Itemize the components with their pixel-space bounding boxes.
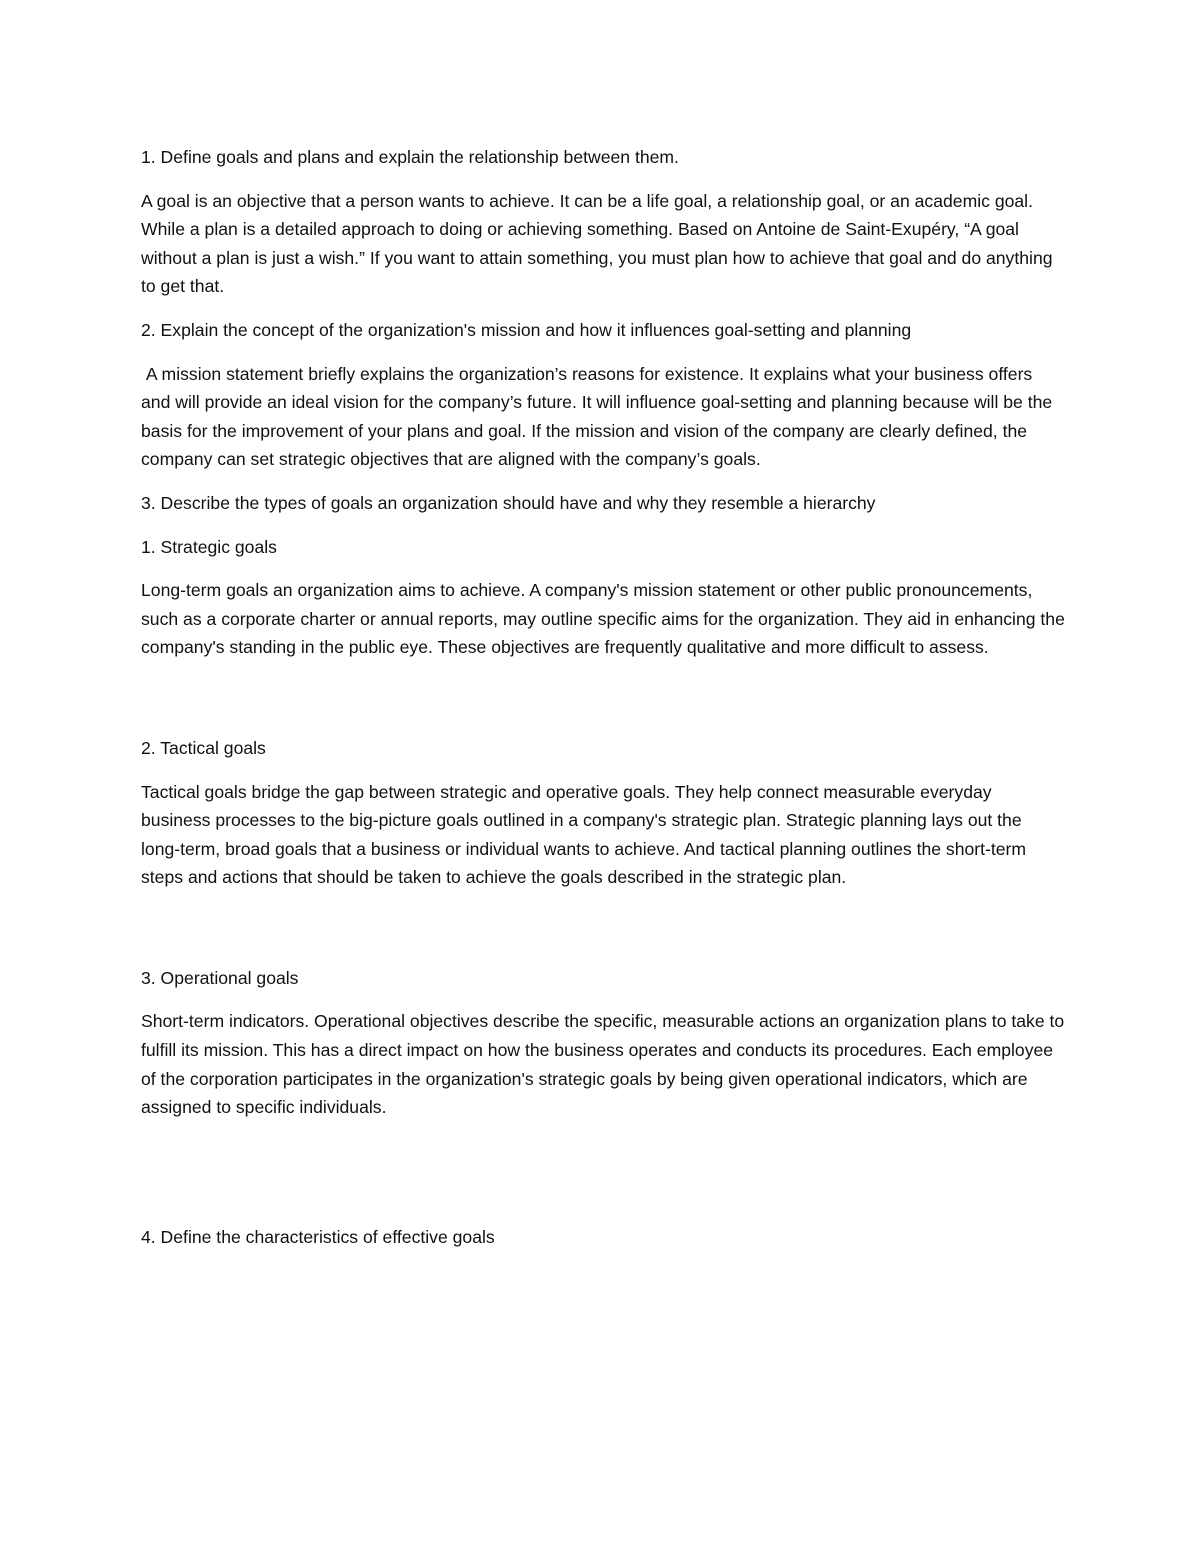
question-2: 2. Explain the concept of the organization's mission and how it influences goal-setting and planning: [141, 319, 912, 340]
question-1: 1. Define goals and plans and explain the relationship between them.: [141, 147, 679, 167]
strategic-goals-heading: 1. Strategic goals: [141, 536, 277, 557]
question-3: 3. Describe the types of goals an organization should have and why they resemble a hierarchy: [141, 492, 876, 513]
answer-2: A mission statement briefly explains the organization’s reasons for existence. It explains what your business offers and will provide an ideal vision for the company’s future. It will influence goal-setting and planning because will be the basis for the improvement of your plans and goal. If the mission and vision of the company are clearly defined, the company can set strategic objectives that are aligned with the company’s goals.: [141, 363, 1058, 470]
answer-1: A goal is an objective that a person wants to achieve. It can be a life goal, a relationship goal, or an academic goal. While a plan is a detailed approach to doing or achieving something. Based on Antoine de Saint-Exupéry, “A goal without a plan is just a wish.” If you want to attain something, you must plan how to achieve that goal and do anything to get that.: [141, 190, 1053, 297]
tactical-goals-heading: 2. Tactical goals: [141, 737, 266, 758]
document-body: [141, 143, 1065, 1251]
question-4: 4. Define the characteristics of effective goals: [141, 1226, 495, 1247]
operational-goals-heading: 3. Operational goals: [141, 967, 299, 988]
strategic-goals-text: Long-term goals an organization aims to achieve. A company's mission statement or other public pronouncements, such as a corporate charter or annual reports, may outline specific aims for the organization. They aid in enhancing the company's standing in the public eye. These objectives are frequently qualitative and more difficult to assess.: [141, 580, 1065, 658]
operational-goals-text: Short-term indicators. Operational objectives describe the specific, measurable actions an organization plans to take to fulfill its mission. This has a direct impact on how the business operates and conducts its procedures. Each employee of the corporation participates in the organization's strategic goals by being given operational indicators, which are assigned to specific individuals.: [141, 1011, 1065, 1118]
tactical-goals-text: Tactical goals bridge the gap between strategic and operative goals. They help connect measurable everyday business processes to the big-picture goals outlined in a company's strategic plan. Strategic planning lays out the long-term, broad goals that a business or individual wants to achieve. And tactical planning outlines the short-term steps and actions that should be taken to achieve the goals described in the strategic plan.: [141, 781, 1027, 888]
